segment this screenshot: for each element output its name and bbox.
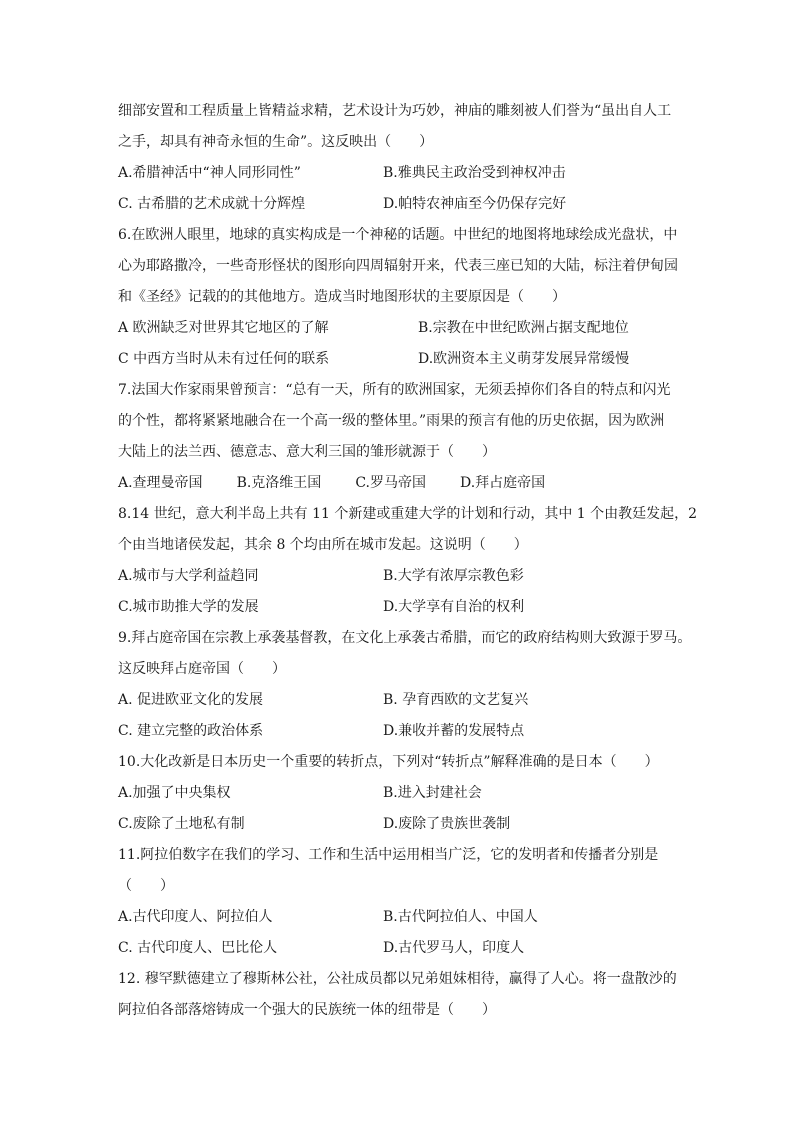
question-9-text-line-1: 9.拜占庭帝国在宗教上承袭基督教，在文化上承袭古希腊，而它的政府结构则大致源于罗马。 [118, 630, 692, 646]
option-c: C. 古代印度人、巴比伦人 [118, 940, 278, 956]
question-6-options-row-2 [118, 344, 688, 375]
option-b: B. 孕育西欧的文艺复兴 [383, 692, 529, 708]
question-6-text-line-2: 心为耶路撒冷，一些奇形怪状的图形向四周辐射开来，代表三座已知的大陆，标注着伊甸园 [118, 258, 678, 274]
question-7-text-line-2: 的个性，都将紧紧地融合在一个高一级的整体里。”雨果的预言有他的历史依据，因为欧洲 [118, 413, 665, 429]
option-d: D.大学享有自治的权利 [383, 599, 525, 615]
question-11-text-line-1: 11.阿拉伯数字在我们的学习、工作和生活中运用相当广泛，它的发明者和传播者分别是 [118, 847, 659, 863]
option-a: A.加强了中央集权 [118, 785, 231, 801]
option-a: A.古代印度人、阿拉伯人 [118, 909, 273, 925]
option-b: B.大学有浓厚宗教色彩 [383, 568, 524, 584]
option-d: D.拜占庭帝国 [459, 475, 546, 491]
question-11-options-row-2 [118, 933, 688, 964]
question-8-text-line-1: 8.14 世纪，意大利半岛上共有 11 个新建或重建大学的计划和行动，其中 1 个由教廷发起，2 [118, 506, 698, 522]
option-d: D.欧洲资本主义萌芽发展异常缓慢 [418, 351, 630, 367]
question-8-text-line-2: 个由当地诸侯发起，其余 8 个均由所在城市发起。这说明（ ） [118, 537, 528, 553]
option-b: B.宗教在中世纪欧洲占据支配地位 [418, 320, 629, 336]
option-c: C. 建立完整的政治体系 [118, 723, 264, 739]
option-c: C. 古希腊的艺术成就十分辉煌 [118, 196, 306, 212]
question-11-text-line-2: （ ） [118, 878, 174, 894]
option-a: A. 促进欧亚文化的发展 [118, 692, 264, 708]
option-a: A.希腊神活中“神人同形同性” [118, 165, 301, 181]
question-10-options-row-1 [118, 778, 688, 809]
question-5-text-line-1: 细部安置和工程质量上皆精益求精，艺术设计为巧妙，神庙的雕刻被人们誉为“虽出自人工 [118, 103, 672, 119]
question-9-text-line-2: 这反映拜占庭帝国（ ） [118, 661, 286, 677]
question-12-text-line-1: 12. 穆罕默德建立了穆斯林公社，公社成员都以兄弟姐妹相待，赢得了人心。将一盘散沙的 [118, 971, 677, 987]
question-10-options-row-2 [118, 809, 688, 840]
option-d: D.兼收并蓄的发展特点 [383, 723, 525, 739]
question-9-options-row-1 [118, 685, 688, 716]
option-d: D.古代罗马人，印度人 [383, 940, 525, 956]
question-8-options-row-1 [118, 561, 688, 592]
option-c: C 中西方当时从未有过任何的联系 [118, 351, 330, 367]
question-11-options-row-1 [118, 902, 688, 933]
question-10-text-line-1: 10.大化改新是日本历史一个重要的转折点，下列对“转折点”解释准确的是日本（ ） [118, 754, 659, 770]
exam-page [118, 96, 698, 1026]
option-b: B.进入封建社会 [383, 785, 482, 801]
question-5-text-line-2: 之手，却具有神奇永恒的生命”。这反映出（ ） [118, 134, 434, 150]
question-7-options-row [118, 468, 688, 499]
option-d: D.帕特农神庙至今仍保存完好 [383, 196, 567, 212]
option-b: B.雅典民主政治受到神权冲击 [383, 165, 566, 181]
question-8-options-row-2 [118, 592, 688, 623]
question-5-options-row-2 [118, 189, 688, 220]
question-7-text-line-1: 7.法国大作家雨果曾预言：“总有一天，所有的欧洲国家，无须丢掉你们各自的特点和闪光 [118, 382, 671, 398]
question-5-options-row-1 [118, 158, 688, 189]
option-c: C.罗马帝国 [355, 475, 426, 491]
question-6-text-line-3: 和《圣经》记载的的其他地方。造成当时地图形状的主要原因是（ ） [118, 289, 566, 305]
option-a: A.城市与大学利益趋同 [118, 568, 259, 584]
question-6-options-row-1 [118, 313, 688, 344]
question-7-text-line-3: 大陆上的法兰西、德意志、意大利三国的雏形就源于（ ） [118, 444, 496, 460]
question-6-text-line-1: 6.在欧洲人眼里，地球的真实构成是一个神秘的话题。中世纪的地图将地球绘成光盘状，中 [118, 227, 678, 243]
question-9-options-row-2 [118, 716, 688, 747]
question-12-text-line-2: 阿拉伯各部落熔铸成一个强大的民族统一体的纽带是（ ） [118, 1002, 496, 1018]
option-a: A 欧洲缺乏对世界其它地区的了解 [118, 320, 329, 336]
option-a: A.查理曼帝国 [118, 475, 203, 491]
option-d: D.废除了贵族世袭制 [383, 816, 511, 832]
option-c: C.废除了土地私有制 [118, 816, 245, 832]
option-c: C.城市助推大学的发展 [118, 599, 259, 615]
option-b: B.克洛维王国 [236, 475, 322, 491]
option-b: B.古代阿拉伯人、中国人 [383, 909, 538, 925]
